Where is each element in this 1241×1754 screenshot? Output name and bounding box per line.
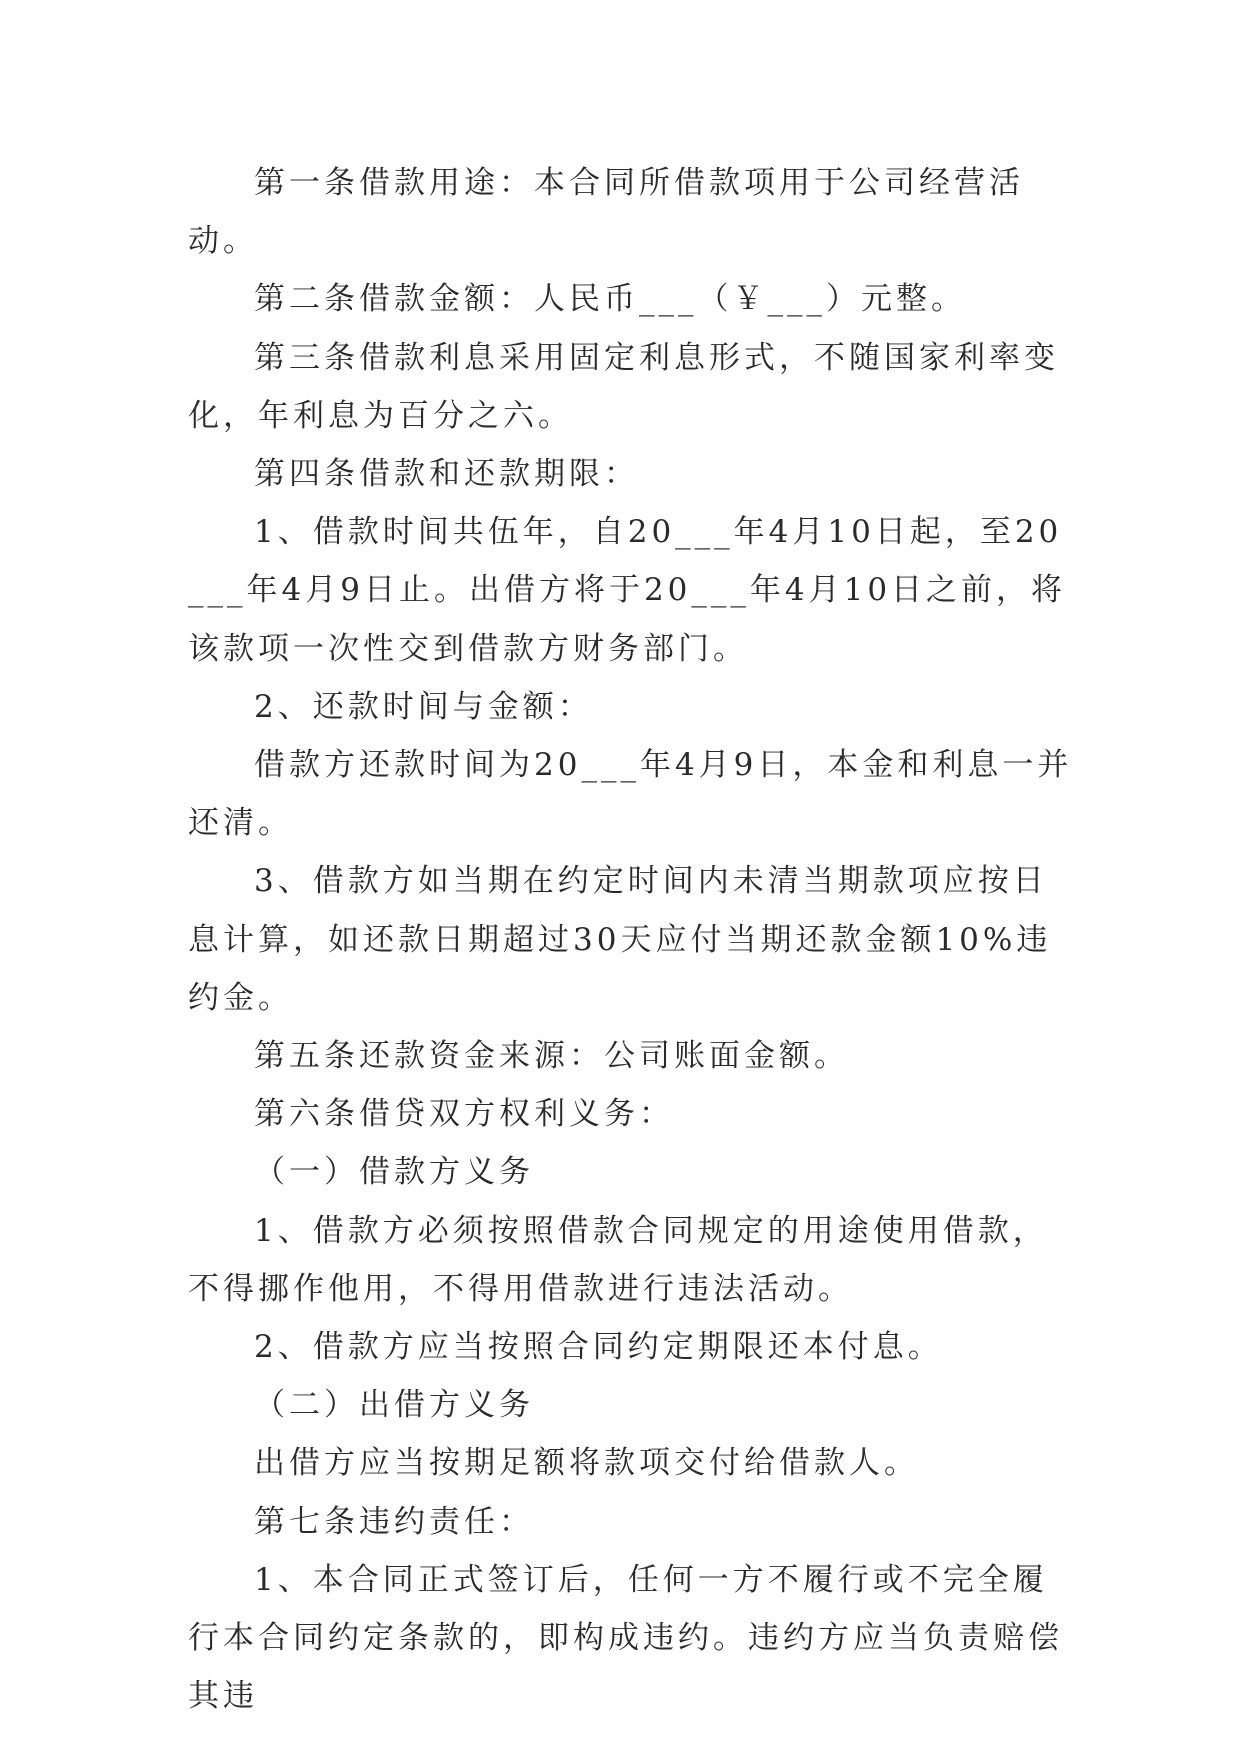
clause-3-interest: 第三条借款利息采用固定利息形式，不随国家利率变化，年利息为百分之六。 [188, 339, 1059, 434]
clause-4-heading: 第四条借款和还款期限： [254, 456, 639, 493]
clause-2-amount: 第二条借款金额：人民币___（￥___）元整。 [254, 281, 966, 318]
clause-4-item-2-detail: 借款方还款时间为20___年4月9日，本金和利息一并还清。 [188, 747, 1073, 842]
clause-6-borrower-item-1: 1、借款方必须按照借款合同规定的用途使用借款，不得挪作他用，不得用借款进行违法活动。 [188, 1212, 1048, 1307]
clause-6-lender-item: 出借方应当按期足额将款项交付给借款人。 [254, 1445, 919, 1482]
clause-6-lender-heading: （二）出借方义务 [254, 1387, 534, 1424]
clause-7-item-1: 1、本合同正式签订后，任何一方不履行或不完全履行本合同约定条款的，即构成违约。违约方应当负责赔偿其违 [188, 1561, 1063, 1715]
document-body [188, 154, 1074, 1725]
clause-4-item-1: 1、借款时间共伍年，自20___年4月10日起，至20___年4月9日止。出借方将于20___年4月10日之前，将该款项一次性交到借款方财务部门。 [188, 514, 1067, 667]
clause-7-heading: 第七条违约责任： [254, 1503, 534, 1540]
clause-6-borrower-item-2: 2、借款方应当按照合同约定期限还本付息。 [254, 1329, 943, 1366]
clause-4-item-3: 3、借款方如当期在约定时间内未清当期款项应按日息计算，如还款日期超过30天应付当期还款金额10%违约金。 [188, 863, 1052, 1016]
clause-1-purpose: 第一条借款用途：本合同所借款项用于公司经营活动。 [188, 165, 1024, 260]
clause-4-item-2: 2、还款时间与金额： [254, 688, 593, 725]
clause-6-borrower-heading: （一）借款方义务 [254, 1154, 534, 1191]
clause-5-source: 第五条还款资金来源：公司账面金额。 [254, 1038, 849, 1075]
clause-6-heading: 第六条借贷双方权利义务： [254, 1096, 674, 1133]
